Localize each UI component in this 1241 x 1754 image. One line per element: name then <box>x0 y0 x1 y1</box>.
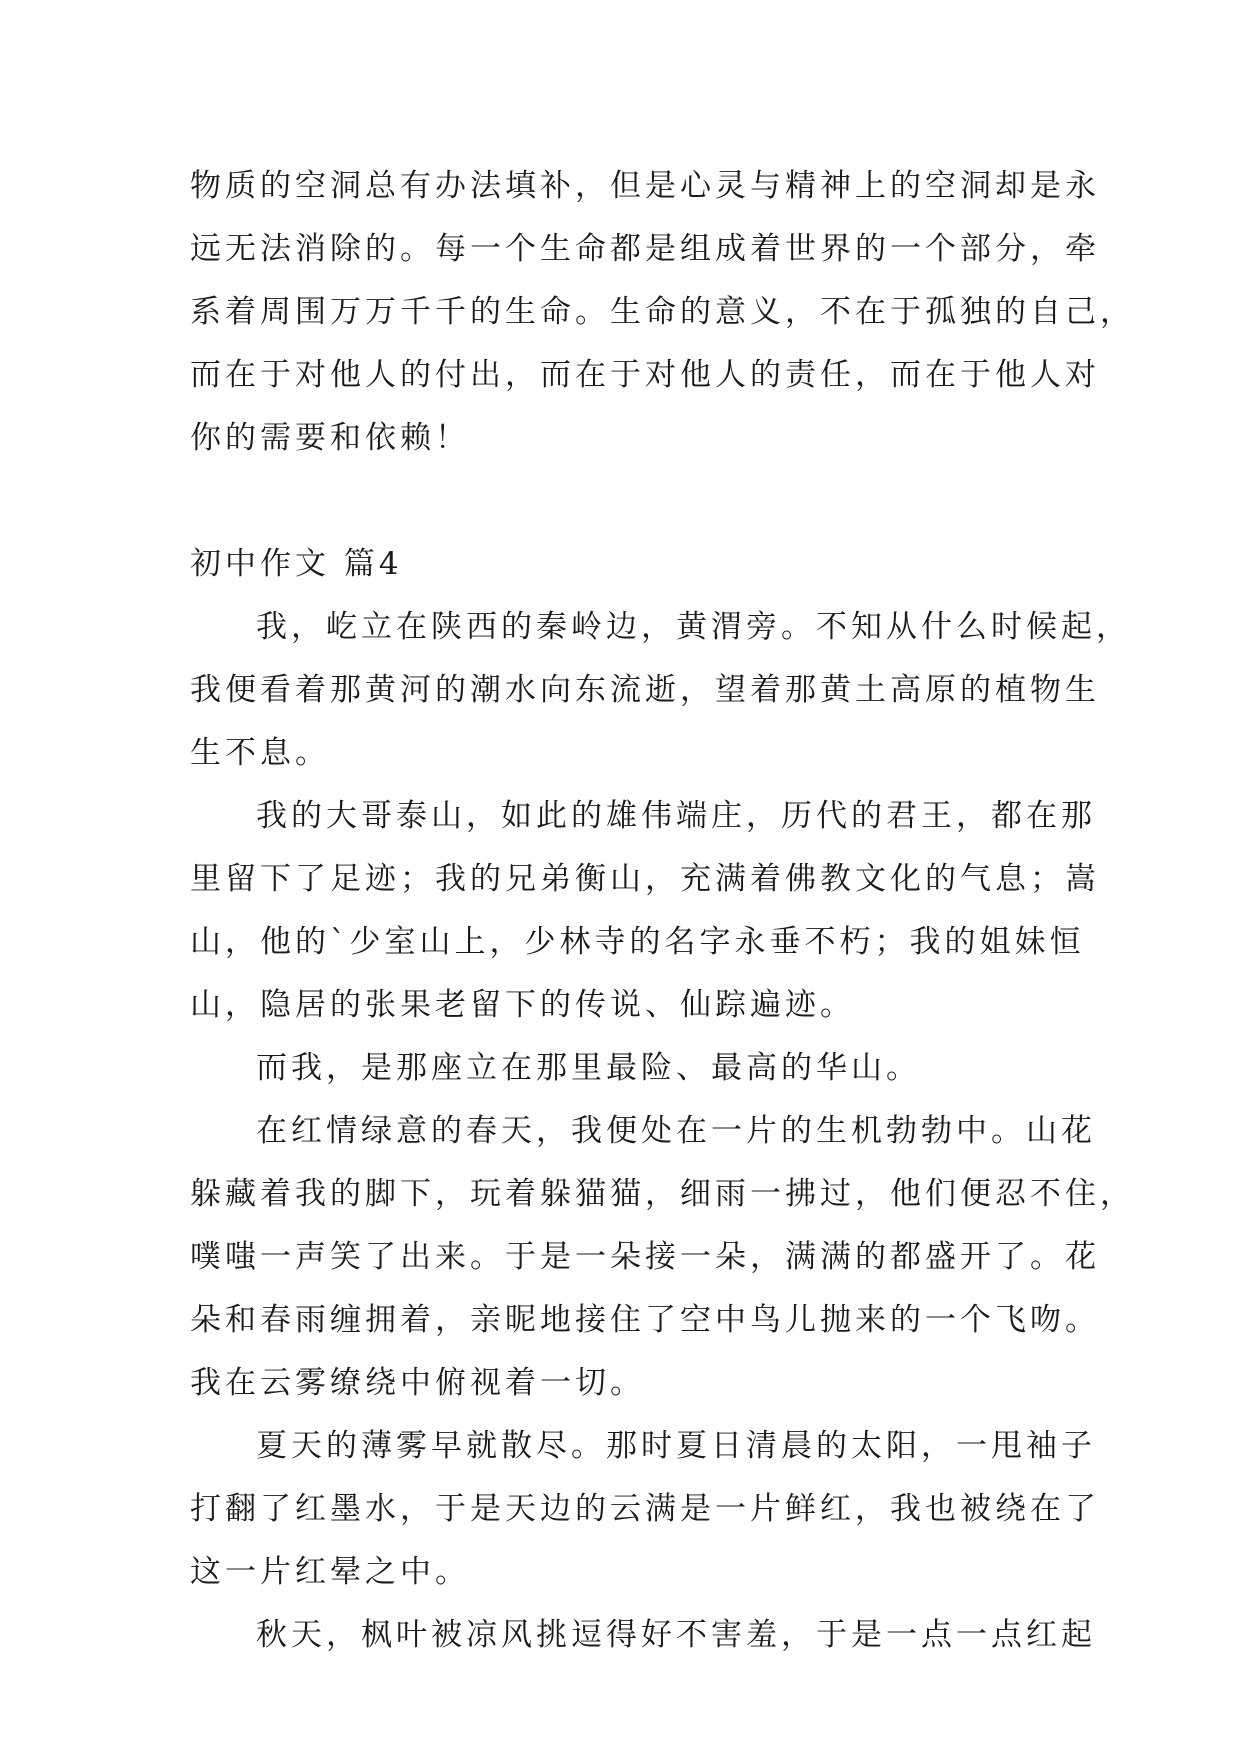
text-line: 打翻了红墨水，于是天边的云满是一片鲜红，我也被绕在了 <box>190 1491 1100 1527</box>
text-line: 我便看着那黄河的潮水向东流逝，望着那黄土高原的植物生 <box>190 672 1100 708</box>
text-line: 这一片红晕之中。 <box>190 1554 470 1590</box>
paragraph <box>190 1415 1100 1604</box>
paragraph <box>190 1604 1096 1667</box>
text-line: 我的大哥泰山，如此的雄伟端庄，历代的君王，都在那 <box>256 798 1096 834</box>
text-line: 我在云雾缭绕中俯视着一切。 <box>190 1365 645 1401</box>
text-line: 远无法消除的。每一个生命都是组成着世界的一个部分，牵 <box>190 231 1100 267</box>
text-line: 物质的空洞总有办法填补，但是心灵与精神上的空洞却是永 <box>190 168 1100 204</box>
text-line: 噗嗤一声笑了出来。于是一朵接一朵，满满的都盛开了。花 <box>190 1239 1100 1275</box>
document-body <box>190 155 1135 1667</box>
paragraph <box>190 596 1131 785</box>
section-spacer <box>190 470 1070 533</box>
section-heading: 初中作文 篇4 <box>190 546 403 582</box>
text-line: 生不息。 <box>190 735 330 771</box>
text-line: 你的需要和依赖！ <box>190 420 470 456</box>
text-line: 山，隐居的张果老留下的传说、仙踪遍迹。 <box>190 987 855 1023</box>
text-line: 夏天的薄雾早就散尽。那时夏日清晨的太阳，一甩袖子 <box>256 1428 1096 1464</box>
text-line: 里留下了足迹；我的兄弟衡山，充满着佛教文化的气息；嵩 <box>190 861 1100 897</box>
text-line: 我，屹立在陕西的秦岭边，黄渭旁。不知从什么时候起， <box>256 609 1131 645</box>
paragraph <box>190 1100 1135 1415</box>
text-line: 秋天，枫叶被凉风挑逗得好不害羞，于是一点一点红起 <box>256 1617 1096 1653</box>
text-line: 而我，是那座立在那里最险、最高的华山。 <box>256 1050 921 1086</box>
text-line: 而在于对他人的付出，而在于对他人的责任，而在于他人对 <box>190 357 1100 393</box>
text-line: 山，他的`少室山上，少林寺的名字永垂不朽；我的姐妹恒 <box>190 924 1085 960</box>
text-line: 在红情绿意的春天，我便处在一片的生机勃勃中。山花 <box>256 1113 1096 1149</box>
text-line: 躲藏着我的脚下，玩着躲猫猫，细雨一拂过，他们便忍不住， <box>190 1176 1135 1212</box>
text-line: 朵和春雨缠拥着，亲昵地接住了空中鸟儿抛来的一个飞吻。 <box>190 1302 1100 1338</box>
intro-paragraph <box>190 155 1135 470</box>
paragraph <box>190 785 1100 1037</box>
text-line: 系着周围万万千千的生命。生命的意义，不在于孤独的自己， <box>190 294 1135 330</box>
paragraph <box>190 1037 1070 1100</box>
